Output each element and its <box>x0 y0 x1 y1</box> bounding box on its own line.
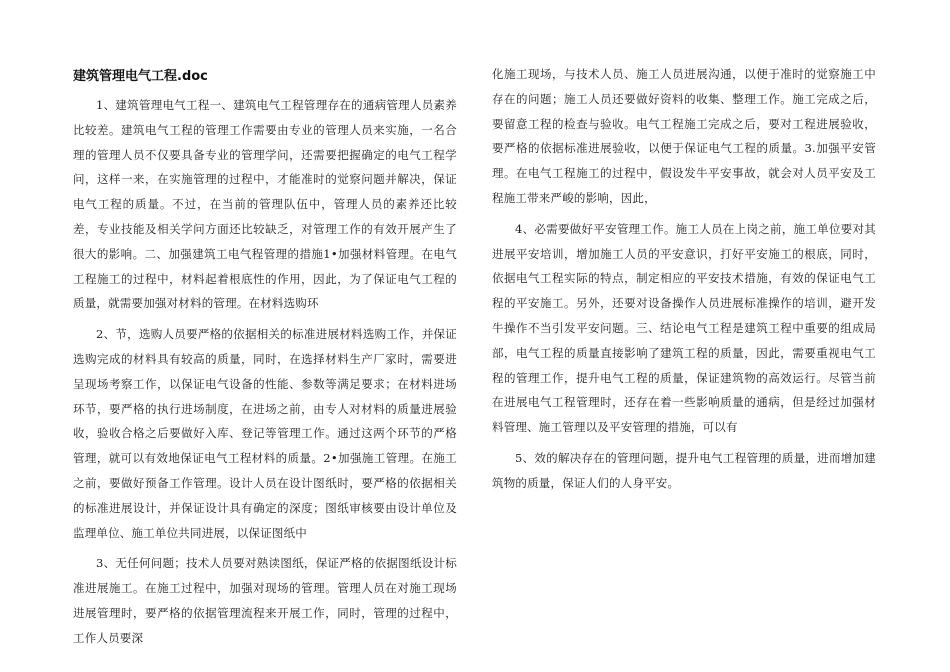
paragraph-1: 1、建筑管理电气工程一、建筑电气工程管理存在的通病管理人员素养比较差。建筑电气工程的管理工作需要由专业的管理人员来实施，一名合理的管理人员不仅要具备专业的管理学问，还需要把握确定的电气工程学问，这样一来，在实施管理的过程中，才能准时的觉察问题并解决，保证电气工程的质量。不过，在当前的管理队伍中，管理人员的素养还比较差，专业技能及相关学问方面还比较缺乏，对管理工作的有效开展产生了很大的影响。二、加强建筑工电气程管理的措施1•加强材料管理。在电气工程施工的过程中，材料起着根底性的作用，因此，为了保证电气工程的质量，就需要加强对材料的管理。在材料选购环 <box>73 98 457 311</box>
paragraph-3: 3、无任何问题；技术人员要对熟读图纸，保证严格的依据图纸设计标准进展施工。在施工过程中，加强对现场的管理。管理人员在对施工现场进展管理时，要严格的依据管理流程来开展工作，同时，管理的过程中，工作人员要深 <box>73 556 457 645</box>
paragraph-2: 2、节，选购人员要严格的依据相关的标准进展材料选购工作，并保证选购完成的材料具有较高的质量，同时，在选择材料生产厂家时，需要进呈现场考察工作，以保证电气设备的性能、参数等满足要求；在材料进场环节，要严格的执行进场制度，在进场之前，由专人对材料的质量进展验收，验收合格之后要做好入库、登记等管理工作。通过这两个环节的严格管理，就可以有效地保证电气工程材料的质量。2•加强施工管理。在施工之前，要做好预备工作管理。设计人员在设计图纸时，要严格的依据相关的标准进展设计，并保证设计具有确定的深度；图纸审核要由设计单位及监理单位、施工单位共同进展，以保证图纸中 <box>73 327 457 540</box>
paragraph-3-continued: 化施工现场，与技术人员、施工人员进展沟通，以便于准时的觉察施工中存在的问题；施工人员还要做好资料的收集、整理工作。施工完成之后，要留意工程的检查与验收。电气工程施工完成之后，要对工程进展验收，要严格的依据标准进展验收，以便于保证电气工程的质量。3.加强平安管理。在电气工程施工的过程中，假设发牛平安事故，就会对人员平安及工程施工带来严峻的影响，因此， <box>492 67 876 205</box>
right-column <box>492 60 876 502</box>
paragraph-4: 4、必需要做好平安管理工作。施工人员在上岗之前，施工单位要对其进展平安培训，增加施工人员的平安意识，打好平安施工的根底，同时，依据电气工程实际的特点，制定相应的平安技术措施，有效的保证电气工程的平安施工。另外，还要对设备操作人员进展标准操作的培训，避开发牛操作不当引发平安问题。三、结论电气工程是建筑工程中重要的组成局部，电气工程的质量直接影响了建筑工程的质量，因此，需要重视电气工程的管理工作，提升电气工程的质量，保证建筑物的高效运行。尽管当前在进展电气工程管理时，还存在着一些影响质量的通病，但是经过加强材料管理、施工管理以及平安管理的措施，可以有 <box>492 221 876 435</box>
document-title: 建筑管理电气工程.doc <box>73 69 208 84</box>
paragraph-5: 5、效的解决存在的管理问题，提升电气工程管理的质量，进而增加建筑物的质量，保证人们的人身平安。 <box>492 450 876 490</box>
left-column <box>73 60 457 657</box>
